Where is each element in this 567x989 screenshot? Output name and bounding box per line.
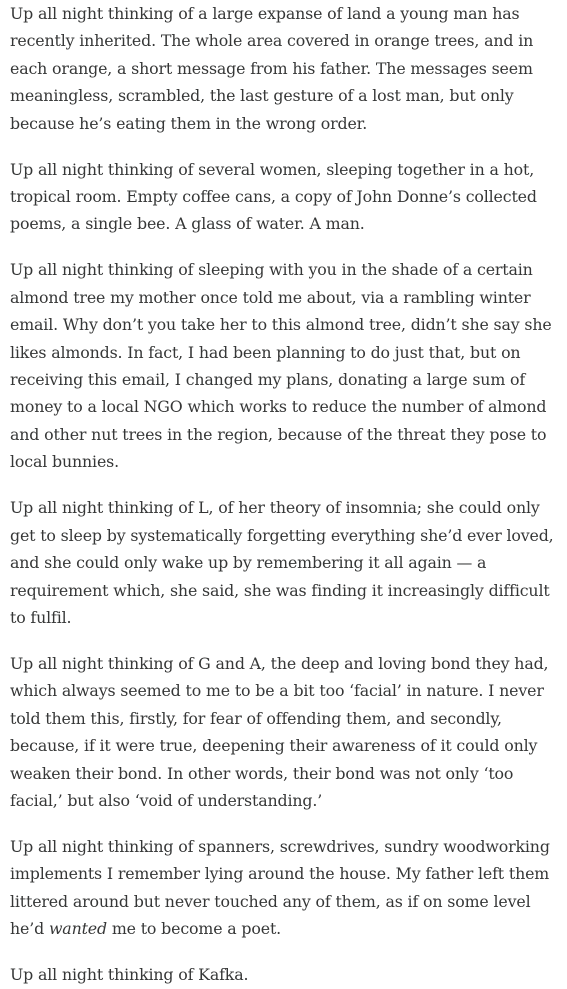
paragraph-spanners — [10, 833, 557, 943]
paragraph-sleeping-women: Up all night thinking of several women, sleeping together in a hot, tropical room. Empty coffee cans, a copy of John Donne’s collected poems, a single bee. A glass of water. A man. — [10, 159, 537, 234]
paragraph-orange-trees: Up all night thinking of a large expanse of land a young man has recently inherited. The whole area covered in orange trees, and in each orange, a short message from his father. The messages seem meaningless, scrambled, the last gesture of a lost man, but only because he’s eating them in the wrong order. — [10, 4, 534, 133]
paragraph-g-and-a: Up all night thinking of G and A, the deep and loving bond they had, which always seemed to me to be a bit too ‘facial’ in nature. I never told them this, firstly, for fear of offending them, and secondly, because, if it were true, deepening their awareness of it could only weaken their bond. In other words, their bond was not only ‘too facial,’ but also ‘void of understanding.’ — [10, 653, 549, 810]
paragraph-insomnia-theory: Up all night thinking of L, of her theory of insomnia; she could only get to sleep by systematically forgetting everything she’d ever loved, and she could only wake up by remembering it all again — a requirement which, she said, she was finding it increasingly difficult to fulfil. — [10, 498, 554, 627]
paragraph-spanners-text-before: Up all night thinking of spanners, screwdrives, sundry woodworking implements I remember lying around the house. My father left them littered around but never touched any of them, as if on some level he’d — [10, 836, 550, 939]
paragraph-kafka: Up all night thinking of Kafka. — [10, 965, 249, 985]
paragraph-almond-tree: Up all night thinking of sleeping with you in the shade of a certain almond tree my mother once told me about, via a rambling winter email. Why don’t you take her to this almond tree, didn’t she say she likes almonds. In fact, I had been planning to do just that, but on receiving this email, I changed my plans, donating a large sum of money to a local NGO which works to reduce the number of almond and other nut trees in the region, because of the threat they pose to local bunnies. — [10, 260, 552, 472]
paragraph-spanners-text-after: me to become a poet. — [106, 919, 282, 939]
emphasis-wanted: wanted — [48, 919, 107, 939]
